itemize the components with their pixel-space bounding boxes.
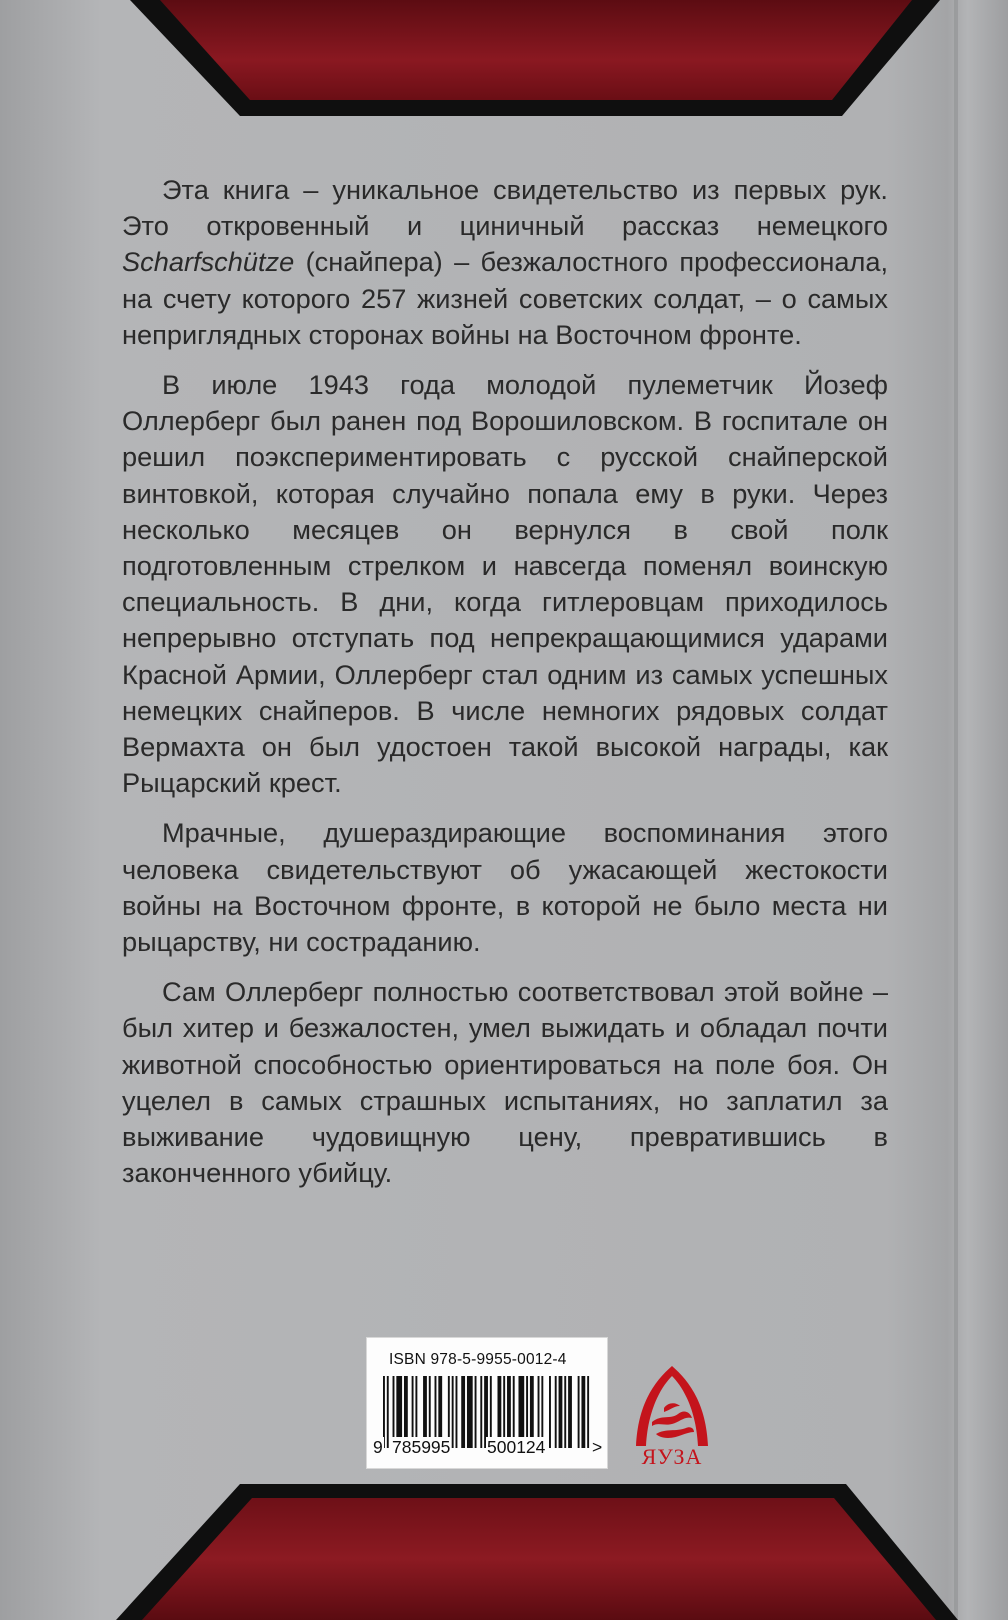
isbn-number: ISBN 978-5-9955-0012-4 [389,1351,567,1368]
barcode-arrow: > [592,1437,603,1457]
spine-fold [954,0,958,1620]
publisher-arch-icon [626,1362,718,1448]
bottom-decorative-band [0,1478,1008,1620]
barcode-digits-left: 785995 [392,1437,451,1457]
barcode-digits-right: 500124 [487,1437,546,1457]
paragraph-1: Эта книга – уникальное свидетельство из первых рук. Это откровенный и циничный рассказ немецкого Scharfschütze (снайпера) – безжалостного профессионала, на счету которого 257 жизней советских солдат, – о самых неприглядных сторонах войны на Восточном фронте. [122,174,888,350]
isbn-barcode-label [366,1337,608,1469]
publisher-logo [626,1362,718,1474]
publisher-name: ЯУЗА [641,1444,703,1469]
barcode-digit-first: 9 [373,1437,383,1457]
paragraph-3: Мрачные, душераздирающие воспоминания этого человека свидетельствуют об ужасающей жестокости войны на Восточном фронте, в которой не было места ни рыцарству, ни состраданию. [122,817,888,958]
annotation-text [122,172,888,1205]
emphasized-term: Scharfschütze [122,246,295,278]
paragraph-4: Сам Оллерберг полностью соответствовал этой войне – был хитер и безжалостен, умел выжидать и обладал почти животной способностью ориентироваться на поле боя. Он уцелел в самых страшных испытаниях, но заплатил за выживание чудовищную цену, превратившись в законченного убийцу. [122,976,888,1189]
paragraph-2: В июле 1943 года молодой пулеметчик Йозеф Оллерберг был ранен под Ворошиловском. В госпитале он решил поэкспериментировать с русской снайперской винтовкой, которая случайно попала ему в руки. Через несколько месяцев он вернулся в свой полк подготовленным стрелком и навсегда поменял воинскую специальность. В дни, когда гитлеровцам приходилось непрерывно отступать под непрекращающимися ударами Красной Армии, Оллерберг стал одним из самых успешных немецких снайперов. В числе немногих рядовых солдат Вермахта он был удостоен такой высокой награды, как Рыцарский крест. [122,369,888,799]
top-decorative-band [0,0,1008,125]
barcode-digits [371,1437,603,1461]
